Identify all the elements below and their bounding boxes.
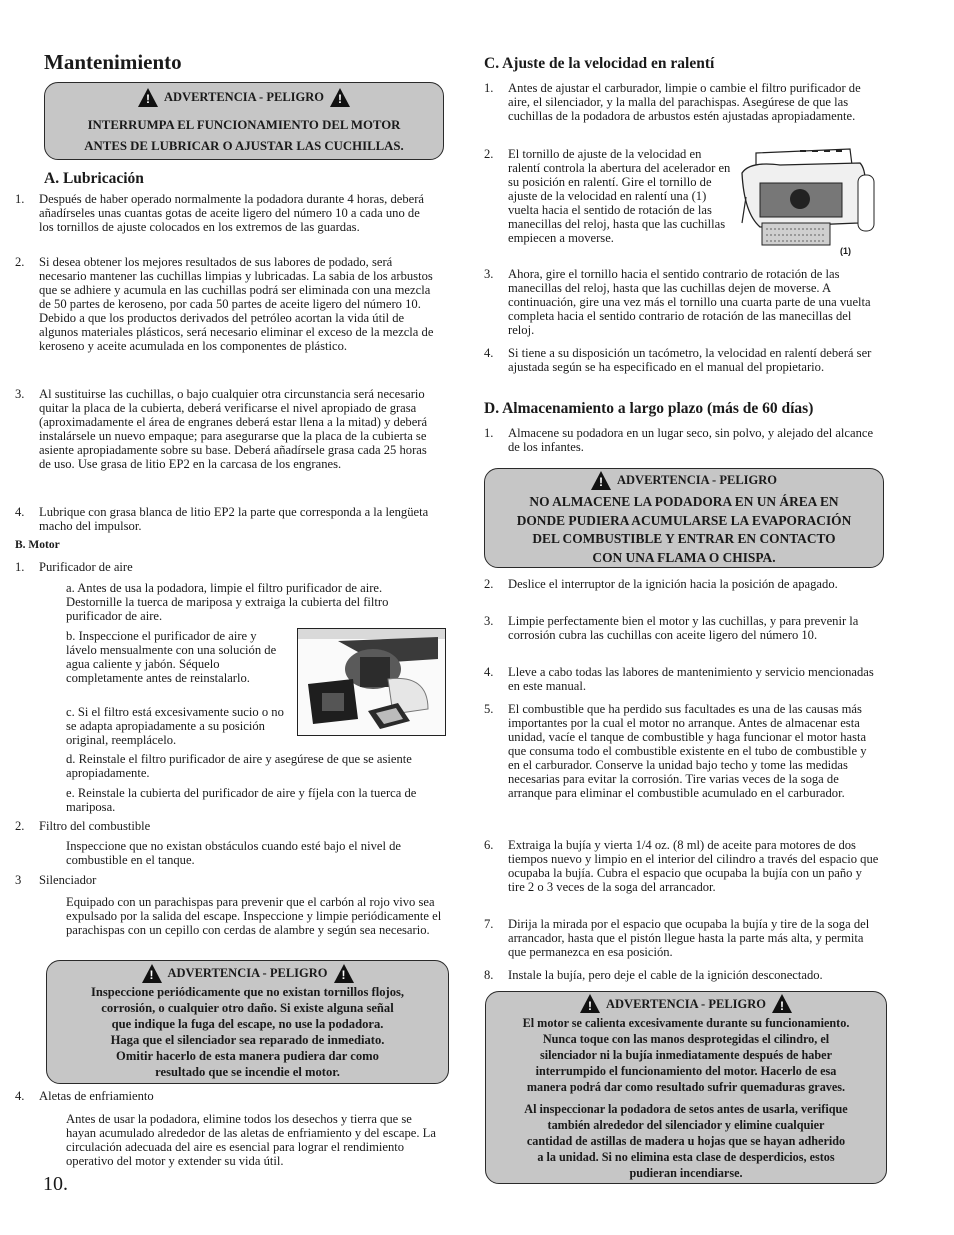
list-item: 1. Purificador de aire [15,560,133,574]
page-title: Mantenimiento [44,50,182,74]
list-item: 2. Deslice el interruptor de la ignición hacia la posición de apagado. [484,577,838,591]
warning-box-mid: ! ADVERTENCIA - PELIGRO NO ALMACENE LA PODADORA EN UN ÁREA EN DONDE PUDIERA ACUMULARSE LA EVAPORACIÓN DEL COMBUSTIBLE Y ENTRAR EN CONTACTO CON UNA FLAMA O CHISPA. [484,468,884,568]
list-item: 4. Aletas de enfriamiento [15,1089,154,1103]
list-item: 4. Si tiene a su disposición un tacómetro, la velocidad en ralentí deberá ser ajustada según se ha especificado en el manual del propietario. [484,346,872,374]
list-item: 3 Silenciador [15,873,97,887]
warning-icon: ! [772,994,792,1013]
list-item: 2. El tornillo de ajuste de la velocidad en ralentí controla la abertura del acelerador en su posición en ralentí. Gire el tornillo de ajuste de la velocidad en ralentí una (1) vuelta hacia el sentido de rotación de las manecillas del reloj, hasta que las cuchillas empiecen a moverse. [484,147,731,245]
warning-icon: ! [334,964,354,983]
list-item: 2. Filtro del combustible [15,819,151,833]
warning-icon: ! [591,471,611,490]
section-a-title: A. Lubricación [44,170,144,187]
section-d-title: D. Almacenamiento a largo plazo (más de 60 días) [484,400,814,417]
warning-box-bottom: ! ADVERTENCIA - PELIGRO ! El motor se calienta excesivamente durante su funcionamiento. Nunca toque con las manos desprotegidas el cilindro, el silenciador ni la bujía inmediatamente después de haber interrumpido el funcionamiento del motor. Hacerlo de esa manera podrá dar como resultado sufrir quemaduras graves. Al inspeccionar la podadora de setos antes de usarla, verifique también alrededor del silenciador y elimine cualquier cantidad de astillas de madera u hojas que se hayan adherido a la unidad. Si no elimina esta clase de desperdicios, estos pudieran incendiarse. [485,991,887,1184]
paragraph: Antes de usar la podadora, elimine todos los desechos y tierra que se hayan acumulado alrededor de las aletas de enfriamiento y del escape. La circulación adecuada del aire es esencial para lograr el rendimiento operativo del motor y extender su vida útil. [66,1112,436,1168]
warning-icon: ! [330,88,350,107]
list-item: 6. Extraiga la bujía y vierta 1/4 oz. (8 ml) de aceite para motores de dos tiempos nuevo y limpio en el interior del cilindro a través del espacio que ocupaba la bujía. Cubra el espacio que ocupaba la bujía con un paño y tire 2 o 3 veces de la soga del arrancador. [484,838,879,894]
list-item: 1. Almacene su podadora en un lugar seco, sin polvo, y alejado del alcance de los infantes. [484,426,874,454]
warning-box-top [44,82,444,160]
list-item: 7. Dirija la mirada por el espacio que ocupaba la bujía y tire de la soga del arrancador, hasta que el pistón llegue hasta la parte más alta, y permita que permanezca en esa posición. [484,917,870,959]
list-item: 3. Limpie perfectamente bien el motor y las cuchillas, y para prevenir la corrosión cubra las cuchillas con aceite ligero del número 10. [484,614,859,642]
list-item: 3. Ahora, gire el tornillo hacia el sentido contrario de rotación de las manecillas del reloj, hasta que las cuchillas dejen de moverse. A continuación, gire una vez más el tornillo una cuarta parte de una vuelta completa hacia el sentido contrario de rotación de las manecillas del reloj. [484,267,871,337]
list-item: 2. Si desea obtener los mejores resultados de sus labores de podado, será necesario mantener las cuchillas limpias y lubricadas. La sabia de los arbustos que se adhiere y acumula en las cuchillas podrá ser eliminada con una mezcla de 50 partes de kerosenо, por cada 50 partes de aceite ligero del número 10. Debido a que los productos derivados del petróleo acortan la vida útil de algunos materiales plásticos, será necesario eliminar el exceso de la mezcla de keroseno y aceite acumulada en los componentes de plástico. [15,255,434,353]
figure-label: (1) [840,246,851,256]
warning-line: ANTES DE LUBRICAR O AJUSTAR LAS CUCHILLAS. [84,139,404,153]
sub-item-d: d. Reinstale el filtro purificador de aire y asegúrese de que se asiente apropiadamente. [66,752,412,780]
sub-item-e: e. Reinstale la cubierta del purificador de aire y fíjela con la tuerca de mariposa. [66,786,417,814]
list-item: 3. Al sustituirse las cuchillas, o bajo cualquier otra circunstancia será necesario quitar la placa de la cubierta, deberá verificarse el nivel apropiado de grasa (aproximadamente el área de engranes deberá estar llena a la mitad) y deberá instalársele un nuevo empaque; para asegurarse que la placa de la cubierta se asiente apropiadamente sobre su base. Deberá añadírsele grasa cada 25 horas de uso. Use grasa de litio EP2 en la carcasa de los engranes. [15,387,428,471]
warning-label: ADVERTENCIA - PELIGRO [164,89,324,104]
carburetor-figure [740,143,880,259]
warning-icon: ! [138,88,158,107]
warning-line: INTERRUMPA EL FUNCIONAMIENTO DEL MOTOR [87,118,401,132]
list-item: 1. Después de haber operado normalmente la podadora durante 4 horas, deberá añadírseles unas cuantas gotas de aceite ligero del número 10 a cada uno de los tornillos de ajuste colocados en los extremos de las guardas. [15,192,425,234]
section-b-title: B. Motor [15,539,60,551]
page-number: 10. [43,1173,68,1195]
list-item: 8. Instale la bujía, pero deje el cable de la ignición desconectado. [484,968,823,982]
list-item: 4. Lubrique con grasa blanca de litio EP2 la parte que corresponda a la lengüeta macho del impulsor. [15,505,429,533]
warning-icon: ! [142,964,162,983]
sub-item-a: a. Antes de usa la podadora, limpie el filtro purificador de aire. Destornille la tuerca de mariposa y extraiga la cubierta del filtro purificador de aire. [66,581,389,623]
section-c-title: C. Ajuste de la velocidad en ralentí [484,55,715,72]
warning-box-left: ! ADVERTENCIA - PELIGRO ! Inspeccione periódicamente que no existan tornillos flojos, corrosión, o cualquier otro daño. Si existe alguna señal que indique la fuga del escape, no use la podadora. Haga que el silenciador sea reparado de inmediato. Omitir hacerlo de esta manera pudiera dar como resultado que se incendie el motor. [46,960,449,1084]
paragraph: Inspeccione que no existan obstáculos cuando esté bajo el nivel de combustible en el tanque. [66,839,402,867]
warning-icon: ! [580,994,600,1013]
sub-item-b: b. Inspeccione el purificador de aire y lávelo mensualmente con una solución de agua caliente y jabón. Séquelo completamente antes de reinstalarlo. [66,629,277,685]
paragraph: Equipado con un parachispas para prevenir que el carbón al rojo vivo sea expulsado por la salida del escape. Inspeccione y limpie periódicamente el parachispas con un cepillo con cerdas de alambre y según sea necesario. [66,895,442,937]
list-item: 5. El combustible que ha perdido sus facultades es una de las causas más importantes por la cual el motor no arranque. Antes de almacenar esta unidad, vacíe el tanque de combustible y haga funcionar el motor hasta que consuma todo el combustible existente en el tubo de combustible y en el carburador. Conserve la unidad bajo techo y tome las medidas necesarias para evitar la corrosión. Tire varias veces de la soga de arranque para eliminar el combustible acumulado en el carburador. [484,702,867,800]
sub-item-c: c. Si el filtro está excesivamente sucio o no se adapta apropiadamente a su posición original, reemplácelo. [66,705,284,747]
list-item: 4. Lleve a cabo todas las labores de mantenimiento y servicio mencionadas en este manual. [484,665,874,693]
air-filter-figure [297,628,446,736]
list-item: 1. Antes de ajustar el carburador, limpie o cambie el filtro purificador de aire, el silenciador, y la malla del parachispas. Asegúrese de que las cuchillas de la podadora de arbustos estén ajustadas apropiadamente. [484,81,861,123]
